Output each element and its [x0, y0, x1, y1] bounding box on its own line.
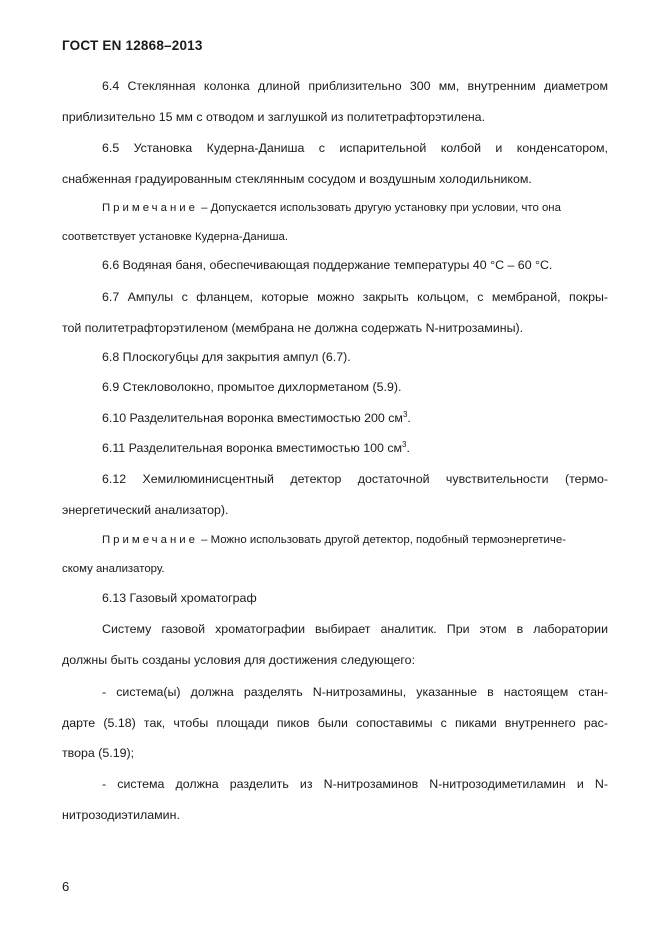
paragraph-6-7-cont: той политетрафторэтиленом (мембрана не должна содержать N-нитрозамины).: [62, 321, 524, 335]
note-1-cont: соответствует установке Кудерна-Даниша.: [62, 231, 289, 243]
note-2-label: Примечание: [102, 534, 198, 546]
paragraph-6-11: [102, 440, 410, 455]
paragraph-6-12: 6.12 Хемилюминисцентный детектор достаточной чувствительности (термо-: [102, 472, 608, 486]
paragraph-6-5: 6.5 Установка Кудерна-Даниша с испарительной колбой и конденсатором,: [102, 141, 608, 155]
superscript: 3: [402, 410, 408, 419]
paragraph-6-11-end: .: [406, 441, 410, 456]
paragraph-gc-1: Систему газовой хроматографии выбирает аналитик. При этом в лаборатории: [102, 622, 608, 636]
note-1-label: Примечание: [102, 202, 198, 214]
paragraph-6-4-cont: приблизительно 15 мм с отводом и заглушкой из политетрафторэтилена.: [62, 110, 486, 124]
paragraph-6-12-cont: энергетический анализатор).: [62, 503, 229, 517]
paragraph-6-6: 6.6 Водяная баня, обеспечивающая поддержание температуры 40 °С – 60 °С.: [102, 258, 553, 272]
paragraph-6-4: 6.4 Стеклянная колонка длиной приблизительно 300 мм, внутренним диаметром: [102, 79, 608, 93]
note-2: [102, 534, 566, 546]
superscript: 3: [402, 440, 407, 449]
paragraph-6-13: 6.13 Газовый хроматограф: [102, 591, 257, 605]
list-item-1-end: твора (5.19);: [62, 746, 135, 760]
paragraph-6-7: 6.7 Ампулы с фланцем, которые можно закрыть кольцом, с мембраной, покры-: [102, 290, 608, 304]
note-2-cont: скому анализатору.: [62, 563, 165, 575]
paragraph-6-10-end: .: [407, 411, 411, 426]
paragraph-6-10: [102, 410, 411, 425]
note-2-text: – Можно использовать другой детектор, подобный термоэнергетиче-: [197, 534, 566, 546]
paragraph-6-11-text: 6.11 Разделительная воронка вместимостью 100 см: [102, 441, 403, 456]
note-1-text: – Допускается использовать другую установку при условии, что она: [197, 202, 561, 214]
list-item-2-cont: нитрозодиэтиламин.: [62, 808, 180, 822]
list-item-1: - система(ы) должна разделять N-нитрозамины, указанные в настоящем стан-: [102, 685, 608, 699]
document-header: ГОСТ EN 12868–2013: [62, 38, 203, 53]
paragraph-6-8: 6.8 Плоскогубцы для закрытия ампул (6.7).: [102, 350, 351, 364]
paragraph-gc-1-cont: должны быть созданы условия для достижения следующего:: [62, 653, 416, 667]
paragraph-6-9: 6.9 Стекловолокно, промытое дихлорметаном (5.9).: [102, 380, 402, 394]
paragraph-6-5-cont: снабженная градуированным стеклянным сосудом и воздушным холодильником.: [62, 172, 532, 186]
list-item-2: - система должна разделить из N-нитрозаминов N-нитрозодиметиламин и N-: [102, 777, 608, 791]
list-item-1-cont: дарте (5.18) так, чтобы площади пиков были сопоставимы с пиками внутреннего рас-: [62, 716, 608, 730]
paragraph-6-10-text: 6.10 Разделительная воронка вместимостью 200 см: [102, 411, 403, 426]
page-number: 6: [62, 879, 70, 894]
note-1: [102, 202, 561, 214]
